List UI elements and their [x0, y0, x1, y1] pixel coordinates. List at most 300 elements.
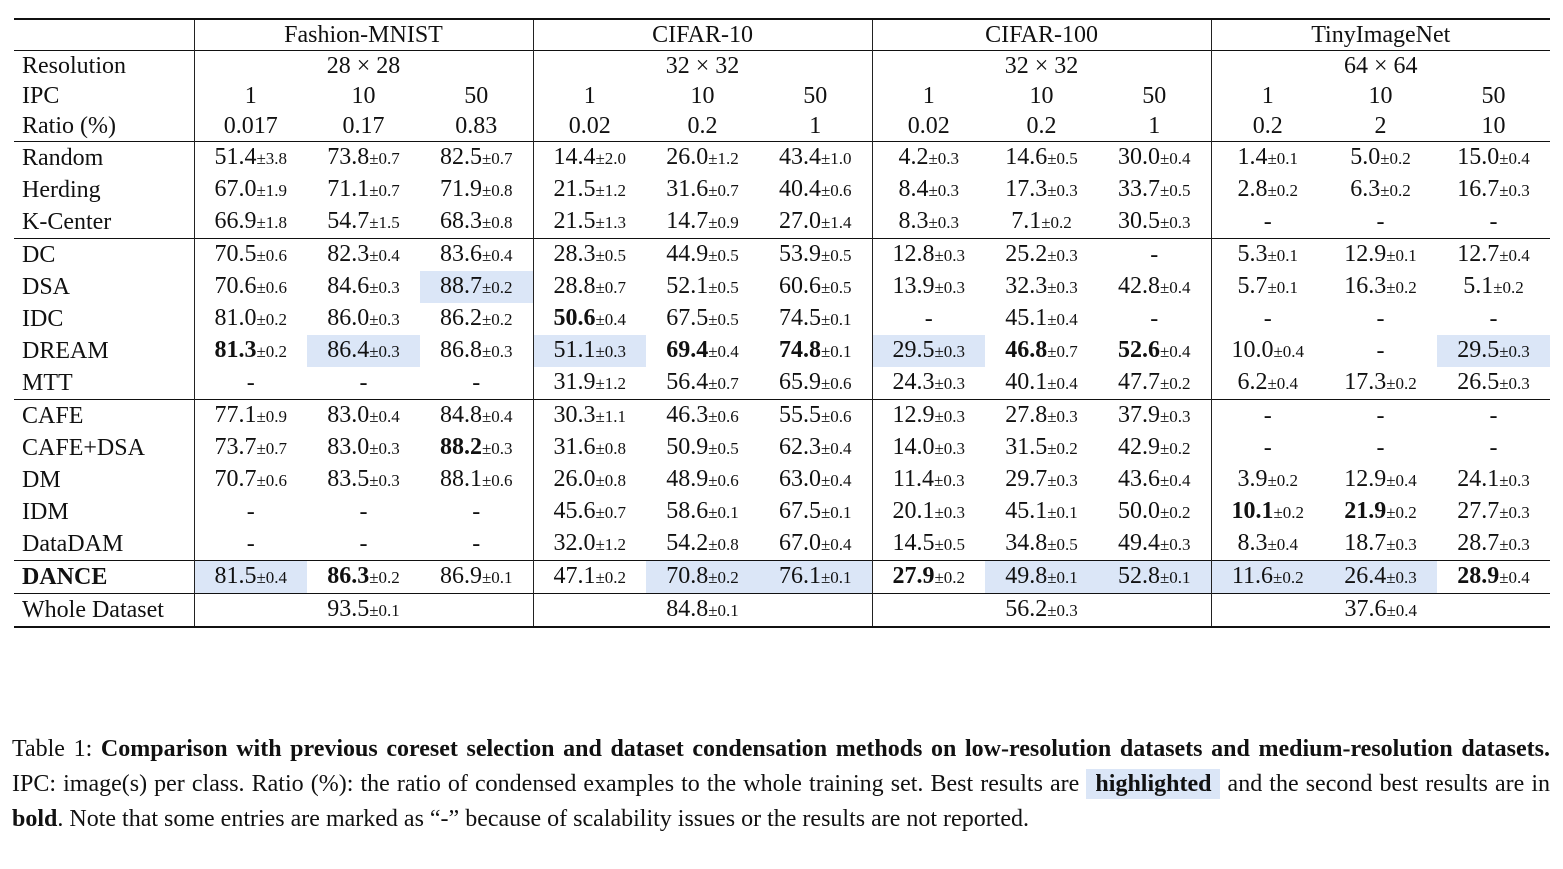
method-name: DANCE: [14, 561, 194, 594]
cell-mean: 65.9: [778, 369, 821, 395]
cell-std: ±0.1: [481, 568, 513, 587]
cell-std: ±0.6: [256, 471, 288, 490]
cell-std: ±0.6: [708, 471, 739, 490]
resolution-value: 64 × 64: [1211, 51, 1550, 82]
cell-mean: 14.0: [892, 434, 935, 460]
cell-std: ±0.4: [256, 568, 288, 587]
cell-std: ±0.5: [1047, 149, 1078, 168]
cell-std: ±0.7: [708, 181, 739, 200]
result-cell: [646, 206, 759, 239]
method-name: Herding: [22, 177, 101, 203]
cell-mean: 12.9: [1344, 466, 1387, 492]
cell-mean: 50.0: [1117, 498, 1160, 524]
result-cell: [1437, 206, 1550, 239]
cell-std: ±0.3: [928, 149, 960, 168]
cell-std: ±0.4: [1047, 374, 1078, 393]
ratio-value: 0.02: [533, 111, 646, 142]
cell-std: ±0.3: [369, 471, 400, 490]
cell-std: ±1.4: [820, 213, 852, 232]
cell-std: ±0.3: [1047, 278, 1078, 297]
cell-mean: 71.1: [327, 176, 370, 202]
result-cell: [420, 303, 533, 335]
cell-std: ±0.4: [595, 310, 627, 329]
cell-mean: 81.3: [214, 337, 257, 363]
cell-mean: 5.7: [1237, 273, 1268, 299]
table-row: [14, 432, 1550, 464]
result-cell: [420, 206, 533, 239]
cell-std: ±0.3: [1159, 407, 1191, 426]
cell-mean: 69.4: [666, 337, 709, 363]
cell-mean: -: [1150, 242, 1159, 268]
whole-dataset-value: [533, 594, 872, 628]
result-cell: [1211, 432, 1324, 464]
cell-std: ±0.3: [1499, 181, 1530, 200]
result-cell: [759, 561, 872, 594]
cell-std: ±0.3: [1159, 535, 1191, 554]
cell-std: ±0.5: [708, 310, 739, 329]
cell-mean: -: [1376, 306, 1385, 332]
result-cell: [985, 335, 1098, 367]
cell-mean: 67.0: [214, 176, 257, 202]
cell-std: ±1.8: [256, 213, 288, 232]
cell-mean: 60.6: [778, 273, 821, 299]
cell-mean: -: [246, 370, 255, 396]
cell-mean: 67.5: [666, 305, 709, 331]
cell-std: ±0.8: [708, 535, 739, 554]
result-cell: [533, 400, 646, 433]
cell-mean: 28.8: [553, 273, 596, 299]
cell-mean: 10.1: [1231, 498, 1274, 524]
cell-mean: 52.6: [1117, 337, 1160, 363]
cell-std: ±0.2: [1041, 213, 1072, 232]
cell-std: ±0.5: [708, 278, 739, 297]
method-name: IDM: [22, 499, 69, 525]
cell-mean: 29.5: [1457, 337, 1500, 363]
cell-std: ±1.5: [369, 213, 400, 232]
result-cell: [1324, 367, 1437, 400]
result-cell: [1211, 400, 1324, 433]
result-cell: [194, 528, 307, 561]
cell-std: ±0.8: [481, 181, 513, 200]
cell-mean: 27.7: [1457, 498, 1500, 524]
cell-mean: 86.3: [327, 563, 370, 589]
cell-std: ±0.2: [1159, 374, 1191, 393]
cell-std: ±0.7: [595, 503, 627, 522]
result-cell: [307, 561, 420, 594]
cell-mean: -: [1263, 209, 1272, 235]
result-cell: [1437, 142, 1550, 175]
result-cell: [307, 142, 420, 175]
cell-mean: 70.6: [214, 273, 257, 299]
cell-mean: 40.4: [778, 176, 821, 202]
result-cell: [759, 335, 872, 367]
method-name: Random: [14, 142, 194, 175]
result-cell: [420, 464, 533, 496]
cell-mean: 34.8: [1005, 530, 1048, 556]
cell-mean: -: [359, 370, 368, 396]
table-caption: [12, 732, 1550, 837]
result-cell: [1437, 174, 1550, 206]
cell-mean: 24.1: [1457, 466, 1500, 492]
resolution-value: 32 × 32: [533, 51, 872, 82]
cell-std: ±0.2: [1047, 439, 1078, 458]
result-cell: [420, 432, 533, 464]
ipc-value: 10: [1368, 83, 1393, 109]
corner-cell: [14, 19, 194, 51]
cell-std: ±0.3: [928, 213, 960, 232]
cell-std: ±0.4: [481, 407, 513, 426]
cell-mean: 6.2: [1237, 369, 1268, 395]
cell-mean: -: [1376, 403, 1385, 429]
result-cell: [872, 561, 985, 594]
ratio-value: 10: [1481, 113, 1506, 139]
cell-mean: 12.9: [1344, 241, 1387, 267]
result-cell: [307, 464, 420, 496]
cell-std: ±1.9: [256, 181, 288, 200]
table-row: [14, 206, 1550, 239]
ipc-value: 10: [351, 83, 376, 109]
table-row: [14, 271, 1550, 303]
result-cell: [759, 400, 872, 433]
cell-mean: 24.3: [892, 369, 935, 395]
cell-std: ±0.6: [820, 181, 852, 200]
result-cell: [1324, 239, 1437, 272]
result-cell: [985, 206, 1098, 239]
result-cell: [985, 496, 1098, 528]
cell-mean: 76.1: [778, 563, 821, 589]
result-cell: [194, 142, 307, 175]
result-cell: [1098, 303, 1211, 335]
result-cell: [194, 303, 307, 335]
cell-std: ±0.6: [820, 374, 852, 393]
result-cell: [1437, 432, 1550, 464]
cell-mean: 56.4: [666, 369, 709, 395]
result-cell: [1437, 335, 1550, 367]
cell-mean: 14.6: [1005, 144, 1048, 170]
cell-mean: 15.0: [1457, 144, 1500, 170]
cell-std: ±0.5: [934, 535, 966, 554]
cell-mean: 56.2: [1005, 596, 1048, 622]
result-cell: [194, 367, 307, 400]
result-cell: [1211, 561, 1324, 594]
cell-mean: 86.8: [439, 337, 482, 363]
cell-std: ±0.1: [369, 601, 400, 620]
result-cell: [1437, 400, 1550, 433]
result-cell: [1098, 367, 1211, 400]
result-cell: [1437, 528, 1550, 561]
method-name: CAFE+DSA: [22, 435, 145, 461]
cell-std: ±0.1: [1047, 568, 1078, 587]
result-cell: [1324, 561, 1437, 594]
result-cell: [420, 335, 533, 367]
method-name: DataDAM: [22, 531, 124, 557]
caption-label: Table 1:: [12, 736, 101, 762]
cell-std: ±0.3: [934, 503, 966, 522]
cell-mean: 82.3: [327, 241, 370, 267]
result-cell: [985, 561, 1098, 594]
cell-mean: 49.4: [1117, 530, 1160, 556]
result-cell: [1324, 303, 1437, 335]
cell-std: ±0.2: [481, 310, 513, 329]
cell-mean: 84.8: [666, 596, 709, 622]
result-cell: [985, 174, 1098, 206]
cell-std: ±0.7: [481, 149, 513, 168]
result-cell: [1437, 303, 1550, 335]
result-cell: [1437, 271, 1550, 303]
cell-mean: 62.3: [778, 434, 821, 460]
result-cell: [1211, 528, 1324, 561]
result-cell: [1324, 335, 1437, 367]
cell-mean: 83.5: [327, 466, 370, 492]
cell-mean: 7.1: [1011, 208, 1042, 234]
cell-mean: 17.3: [1005, 176, 1048, 202]
cell-std: ±0.2: [1159, 503, 1191, 522]
cell-mean: 4.2: [898, 144, 929, 170]
cell-mean: 88.2: [439, 434, 482, 460]
cell-mean: 67.0: [778, 530, 821, 556]
cell-mean: 49.8: [1005, 563, 1048, 589]
result-cell: [533, 239, 646, 272]
result-cell: [533, 561, 646, 594]
cell-std: ±0.3: [1499, 471, 1530, 490]
result-cell: [1324, 400, 1437, 433]
result-cell: [533, 496, 646, 528]
cell-mean: 50.9: [666, 434, 709, 460]
cell-mean: -: [472, 499, 481, 525]
cell-std: ±0.2: [708, 568, 739, 587]
cell-mean: 17.3: [1344, 369, 1387, 395]
cell-mean: -: [1150, 306, 1159, 332]
cell-mean: -: [1489, 306, 1498, 332]
cell-std: ±0.2: [934, 568, 966, 587]
cell-mean: 27.0: [778, 208, 821, 234]
result-cell: [194, 400, 307, 433]
cell-std: ±0.1: [1267, 246, 1299, 265]
table-row: [14, 561, 1550, 594]
cell-mean: 6.3: [1350, 176, 1381, 202]
cell-mean: 33.7: [1117, 176, 1160, 202]
cell-std: ±0.1: [1047, 503, 1078, 522]
result-cell: [759, 303, 872, 335]
cell-mean: 21.5: [553, 208, 596, 234]
cell-std: ±0.2: [1267, 181, 1299, 200]
result-cell: [872, 303, 985, 335]
cell-mean: 77.1: [214, 402, 257, 428]
result-cell: [194, 271, 307, 303]
dataset-header: TinyImageNet: [1211, 19, 1550, 51]
result-cell: [1098, 174, 1211, 206]
cell-mean: 71.9: [439, 176, 482, 202]
cell-mean: -: [1263, 435, 1272, 461]
cell-std: ±0.1: [820, 342, 852, 361]
table-row: [14, 335, 1550, 367]
ratio-value: 0.2: [1211, 111, 1324, 142]
ratio-value: 2: [1374, 113, 1387, 139]
cell-std: ±0.7: [369, 181, 400, 200]
cell-mean: 46.3: [666, 402, 709, 428]
cell-std: ±0.5: [1159, 181, 1191, 200]
result-cell: [985, 303, 1098, 335]
result-cell: [533, 528, 646, 561]
cell-mean: -: [1489, 209, 1498, 235]
cell-mean: 83.0: [327, 434, 370, 460]
method-name: MTT: [22, 370, 73, 396]
result-cell: [533, 303, 646, 335]
caption-text: IPC: image(s) per class. Ratio (%): the ratio of condensed examples to the whole training set. Best results are: [12, 771, 1087, 797]
cell-mean: 86.9: [439, 563, 482, 589]
cell-mean: 51.1: [553, 337, 596, 363]
result-cell: [307, 367, 420, 400]
cell-std: ±2.0: [595, 149, 627, 168]
result-cell: [420, 528, 533, 561]
result-cell: [985, 239, 1098, 272]
cell-std: ±0.3: [1499, 342, 1530, 361]
cell-std: ±0.2: [1380, 181, 1411, 200]
result-cell: [646, 303, 759, 335]
result-cell: [533, 367, 646, 400]
result-cell: [646, 561, 759, 594]
cell-std: ±0.2: [1159, 439, 1191, 458]
table-row: [14, 367, 1550, 400]
cell-mean: 20.1: [892, 498, 935, 524]
cell-mean: 52.8: [1117, 563, 1160, 589]
cell-mean: 70.7: [214, 466, 257, 492]
cell-mean: 26.0: [553, 466, 596, 492]
cell-mean: 54.2: [666, 530, 709, 556]
cell-mean: 30.3: [553, 402, 596, 428]
cell-std: ±0.2: [256, 342, 288, 361]
cell-std: ±0.4: [1267, 535, 1299, 554]
cell-mean: 21.9: [1344, 498, 1387, 524]
cell-std: ±0.3: [369, 342, 400, 361]
table-row: [14, 142, 1550, 175]
result-cell: [307, 206, 420, 239]
cell-std: ±0.2: [481, 278, 513, 297]
cell-mean: 32.3: [1005, 273, 1048, 299]
ipc-value: 10: [1029, 83, 1054, 109]
cell-mean: 18.7: [1344, 530, 1387, 556]
result-cell: [1098, 528, 1211, 561]
cell-mean: 25.2: [1005, 241, 1048, 267]
cell-std: ±0.1: [708, 601, 739, 620]
cell-std: ±0.3: [481, 439, 513, 458]
ipc-value: 1: [194, 81, 307, 111]
cell-std: ±0.9: [708, 213, 739, 232]
cell-std: ±0.5: [820, 246, 852, 265]
cell-std: ±0.3: [934, 439, 966, 458]
cell-mean: 88.7: [439, 273, 482, 299]
ratio-value: 1: [1148, 113, 1161, 139]
cell-mean: 8.3: [1237, 530, 1268, 556]
cell-mean: 54.7: [327, 208, 370, 234]
result-cell: [1437, 464, 1550, 496]
resolution-value: 28 × 28: [194, 51, 533, 82]
result-cell: [420, 367, 533, 400]
cell-mean: 73.8: [327, 144, 370, 170]
cell-mean: 86.2: [439, 305, 482, 331]
cell-mean: 8.3: [898, 208, 929, 234]
table-row: [14, 528, 1550, 561]
table-row: [14, 464, 1550, 496]
cell-std: ±0.3: [934, 246, 966, 265]
result-cell: [194, 239, 307, 272]
cell-std: ±0.7: [708, 374, 739, 393]
result-cell: [194, 432, 307, 464]
result-cell: [533, 174, 646, 206]
result-cell: [1098, 496, 1211, 528]
cell-mean: 43.6: [1117, 466, 1160, 492]
cell-std: ±0.1: [1159, 568, 1191, 587]
cell-std: ±0.2: [1386, 374, 1417, 393]
result-cell: [1211, 335, 1324, 367]
cell-mean: -: [1263, 403, 1272, 429]
result-cell: [533, 206, 646, 239]
table-row: [14, 174, 1550, 206]
whole-dataset-value: [194, 594, 533, 628]
cell-std: ±1.1: [595, 407, 627, 426]
ratio-value: 0.17: [342, 113, 385, 139]
cell-mean: 53.9: [778, 241, 821, 267]
ipc-label: IPC: [22, 83, 60, 109]
cell-mean: 67.5: [778, 498, 821, 524]
cell-std: ±0.5: [820, 278, 852, 297]
cell-mean: -: [1376, 338, 1385, 364]
dataset-header-row: [14, 19, 1550, 51]
cell-mean: 93.5: [327, 596, 370, 622]
cell-std: ±0.3: [369, 278, 400, 297]
cell-mean: -: [472, 531, 481, 557]
caption-highlight-example: highlighted: [1086, 769, 1220, 799]
result-cell: [307, 400, 420, 433]
ratio-label: Ratio (%): [22, 113, 116, 139]
method-name: DSA: [22, 274, 71, 300]
cell-std: ±0.3: [481, 342, 513, 361]
cell-mean: -: [1263, 306, 1272, 332]
ratio-value: 1: [809, 113, 822, 139]
result-cell: [194, 206, 307, 239]
result-cell: [1098, 464, 1211, 496]
cell-std: ±0.9: [256, 407, 288, 426]
cell-std: ±0.3: [1047, 471, 1078, 490]
cell-std: ±0.7: [256, 439, 288, 458]
dataset-header: CIFAR-100: [872, 19, 1211, 51]
result-cell: [759, 528, 872, 561]
cell-mean: 83.0: [327, 402, 370, 428]
dataset-header: Fashion-MNIST: [194, 19, 533, 51]
cell-std: ±0.3: [369, 439, 400, 458]
cell-std: ±0.4: [1499, 149, 1530, 168]
cell-mean: 43.4: [778, 144, 821, 170]
cell-mean: 29.5: [892, 337, 935, 363]
cell-mean: 86.0: [327, 305, 370, 331]
cell-std: ±1.2: [708, 149, 739, 168]
ipc-value: 1: [872, 81, 985, 111]
result-cell: [872, 335, 985, 367]
result-cell: [1211, 206, 1324, 239]
ipc-value: 1: [1211, 81, 1324, 111]
cell-mean: 50.6: [553, 305, 596, 331]
cell-std: ±0.2: [1386, 278, 1417, 297]
result-cell: [646, 271, 759, 303]
cell-std: ±0.5: [708, 246, 739, 265]
result-cell: [307, 174, 420, 206]
cell-mean: -: [359, 499, 368, 525]
resolution-value: 32 × 32: [872, 51, 1211, 82]
result-cell: [646, 335, 759, 367]
cell-std: ±0.4: [481, 246, 513, 265]
cell-std: ±0.6: [820, 407, 852, 426]
result-cell: [646, 496, 759, 528]
